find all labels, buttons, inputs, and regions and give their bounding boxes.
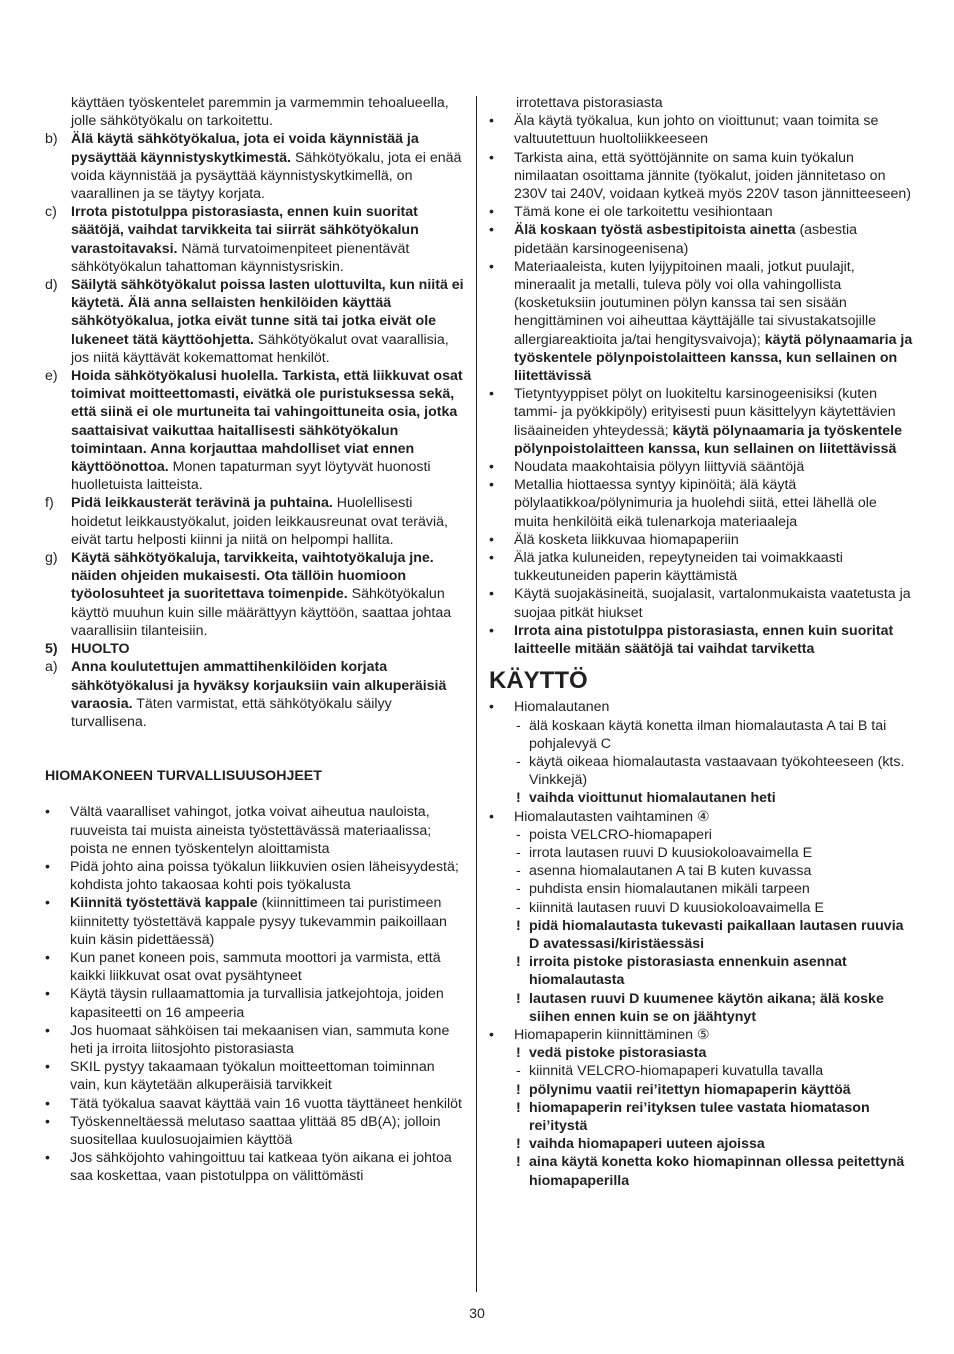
step-text: kiinnitä VELCRO-hiomapaperi kuvatulla tavalla — [529, 1063, 824, 1080]
rule-body — [71, 494, 465, 549]
bullet-item — [45, 949, 465, 985]
bullet-text: Älä kosketa liikkuvaa hiomapaperiin — [514, 531, 739, 548]
usage-topic-label: Hiomalautanen — [514, 699, 610, 716]
bullet-marker: • — [489, 586, 494, 603]
step-line — [489, 826, 913, 844]
service-title: HUOLTO — [71, 641, 130, 658]
rule-text: Sähkötyökalut ovat vaarallisia, jos niitä käyttävät kokemattomat henkilöt. — [71, 331, 449, 366]
bullet-marker: • — [489, 204, 494, 221]
bullet-marker: • — [489, 459, 494, 476]
bullet-item — [45, 1149, 465, 1185]
rule-bold-text: Älä käytä sähkötyökalua, jota ei voida käynnistää ja pysäyttää käynnistyskytkimestä. — [71, 131, 419, 166]
warning-line — [489, 1135, 913, 1153]
bullet-text: Älä jatka kuluneiden, repeytyneiden tai voimakkaasti tukkeutuneiden paperin käyttämistä — [514, 550, 843, 585]
warning-text: vaihda vioittunut hiomalautanen heti — [529, 790, 776, 807]
warning-text: irroita pistoke pistorasiasta ennenkuin asennat hiomalautasta — [529, 954, 847, 989]
safety-rule — [45, 203, 465, 276]
warning-line — [489, 789, 913, 807]
bullet-text: SKIL pystyy takaamaan työkalun moitteettoman toiminnan vain, kun käytetään alkuperäisiä tarvikkeit — [70, 1059, 435, 1094]
bullet-item — [45, 894, 465, 949]
bullet-item — [45, 1095, 465, 1113]
safety-rule — [45, 130, 465, 203]
bullet-item — [45, 1113, 465, 1149]
bullet-body — [514, 221, 913, 257]
bullet-text: Pidä johto aina poissa työkalun liikkuvien osien läheisyydestä; kohdista johto takaosaa kohti pois työkalusta — [70, 858, 459, 894]
bullet-marker: • — [45, 1150, 50, 1167]
bullet-marker: • — [45, 804, 50, 821]
bullet-marker: • — [489, 808, 494, 825]
step-text: kiinnitä lautasen ruuvi D kuusiokoloavaimella E — [529, 899, 824, 916]
step-line — [489, 844, 913, 862]
bullet-item — [45, 1058, 465, 1094]
bullet-text: Materiaaleista, kuten lyijypitoinen maali, jotkut puulajit, mineraalit ja metalli, tuleva pöly voi olla vahingollista (kosketuksiin joutuminen pölyn kanssa tai sen sisään hengittäminen voi aiheuttaa käyttäjälle tai sivustakatsojille allergiareaktioita ja/tai hengitysvaivoja); — [514, 258, 876, 348]
bullet-item — [45, 1022, 465, 1058]
bullet-marker: • — [489, 699, 494, 716]
warning-text: vaihda hiomapaperi uuteen ajoissa — [529, 1136, 765, 1153]
rule-text: Sähkötyökalu, jota ei enää voida käynnistää ja pysäyttää käynnistyskytkimellä, on vaarallinen ja se täytyy korjata. — [71, 149, 462, 203]
warning-marker: ! — [516, 990, 521, 1007]
safety-rules-list — [45, 130, 465, 640]
rule-text: Huolellisesti hoidetut leikkaustyökalut, joiden leikkausreunat ovat teräviä, eivät tartu helposti kiinni ja niitä on helpompi hallita. — [71, 495, 448, 548]
bullet-body — [514, 585, 913, 621]
step-line — [489, 880, 913, 898]
bullet-body — [514, 385, 913, 458]
page-number: 30 — [469, 1306, 485, 1322]
safety-rule — [45, 494, 465, 549]
rule-marker: c) — [45, 204, 57, 221]
dash-marker: - — [516, 826, 521, 843]
bullet-body — [514, 549, 913, 585]
rule-marker: f) — [45, 495, 54, 512]
safety-rule — [45, 549, 465, 640]
bullet-bold-text: käytä pölynaamaria ja työskentele pölynpoistolaitteen kanssa, kun sellainen on liitettävissä — [514, 422, 903, 457]
dash-marker: - — [516, 717, 521, 734]
step-text: poista VELCRO-hiomapaperi — [529, 826, 712, 843]
bullet-body — [514, 622, 913, 658]
bullet-bold-text: käytä pölynaamaria ja työskentele pölynpoistolaitteen kanssa, kun sellainen on liitettävissä — [514, 331, 913, 385]
rule-text: Nämä turvatoimenpiteet pienentävät sähkötyökalun tahattoman käynnistysriskin. — [71, 240, 410, 275]
bullet-item — [489, 458, 913, 476]
step-text: asenna hiomalautanen A tai B kuten kuvassa — [529, 863, 812, 880]
warning-text: aina käytä konetta koko hiomapinnan ollessa peitettynä hiomapaperilla — [529, 1154, 905, 1189]
dash-marker: - — [516, 844, 521, 861]
bullet-body — [70, 949, 465, 985]
rule-marker: e) — [45, 368, 58, 385]
usage-topic — [489, 808, 913, 826]
rule-marker: a) — [45, 659, 58, 676]
bullet-marker: • — [489, 550, 494, 567]
step-line — [489, 899, 913, 917]
bullet-marker: • — [489, 222, 494, 239]
warning-line — [489, 1153, 913, 1189]
bullet-text: Tämä kone ei ole tarkoitettu vesihiontaan — [514, 204, 773, 221]
rule-bold-text: Säilytä sähkötyökalut poissa lasten ulottuvilta, kun niitä ei käytetä. Älä anna sellaisten henkilöiden käyttää sähkötyökalua, jotka eivät tunne sitä tai jotka eivät ole lukeneet tätä käyttöohjetta. — [71, 277, 464, 348]
rule-text: Sähkötyökalun käyttö muuhun kuin sille määrättyyn käyttöön, saattaa johtaa vaarallisiin tilanteisiin. — [71, 586, 452, 639]
bullet-body — [514, 458, 913, 476]
bullet-item — [489, 258, 913, 385]
bullet-marker: • — [45, 1095, 50, 1112]
warning-marker: ! — [516, 1154, 521, 1171]
bullet-item — [489, 221, 913, 257]
warning-text: pidä hiomalautasta tukevasti paikallaan lautasen ruuvia D avatessasi/kiristäessäsi — [529, 917, 904, 952]
rule-body — [71, 130, 465, 203]
usage-topic-label: Hiomalautasten vaihtaminen ④ — [514, 808, 710, 825]
service-number: 5) — [45, 641, 58, 658]
bullet-item — [489, 149, 913, 204]
sander-safety-bullets — [45, 803, 465, 1185]
rule-marker: g) — [45, 550, 58, 567]
right-column — [489, 94, 913, 1190]
warning-line — [489, 1044, 913, 1062]
bullet-body — [70, 1149, 465, 1185]
bullet-marker: • — [45, 949, 50, 966]
rule-marker: b) — [45, 131, 58, 148]
left-column — [45, 94, 465, 1186]
warning-line — [489, 953, 913, 989]
usage-instructions — [489, 698, 913, 1189]
bullet-body — [514, 258, 913, 385]
step-text: puhdista ensin hiomalautanen mikäli tarpeen — [529, 881, 810, 898]
bullet-body — [70, 985, 465, 1021]
step-line — [489, 717, 913, 753]
bullet-marker: • — [489, 113, 494, 130]
bullet-marker: • — [45, 895, 50, 912]
rule-marker: d) — [45, 277, 58, 294]
bullet-body — [70, 1095, 465, 1113]
bullet-text: Jos huomaat sähköisen tai mekaanisen vian, sammuta kone heti ja irroita liitosjohto pistorasiasta — [70, 1022, 450, 1057]
warning-line — [489, 1099, 913, 1135]
step-text: älä koskaan käytä konetta ilman hiomalautasta A tai B tai pohjalevyä C — [529, 717, 887, 752]
rule-text: Monen tapaturman syyt löytyvät huonosti huolletuista laitteista. — [71, 459, 431, 494]
rule-text: Täten varmistat, että sähkötyökalu säilyy turvallisena. — [71, 695, 392, 730]
warning-marker: ! — [516, 1099, 521, 1116]
bullet-bold-text: Kiinnitä työstettävä kappale — [70, 895, 258, 912]
bullet-text: Käytä suojakäsineitä, suojalasit, vartalonmukaista vaatetusta ja suojaa pitkät hiukset — [514, 586, 911, 621]
bullet-marker: • — [45, 858, 50, 875]
usage-heading: KÄYTTÖ — [489, 667, 588, 695]
bullet-text: Tätä työkalua saavat käyttää vain 16 vuotta täyttäneet henkilöt — [70, 1095, 462, 1112]
warning-marker: ! — [516, 790, 521, 807]
bullet-marker: • — [489, 531, 494, 548]
rule-bold-text: Anna koulutettujen ammattihenkilöiden korjata sähkötyökalusi ja hyväksy korjauksiin vain alkuperäisiä varaosia. — [71, 659, 447, 712]
bullet-continuation: irrotettava pistorasiasta — [516, 95, 663, 111]
service-heading — [45, 640, 465, 658]
warning-line — [489, 917, 913, 953]
bullet-text: Metallia hiottaessa syntyy kipinöitä; älä käytä pölylaatikkoa/pölynimuria ja huolehdi siitä, ettei lähellä ole muita henkilöitä eikä tulenarkoja materiaaleja — [514, 477, 877, 530]
bullet-text: Tarkista aina, että syöttöjännite on sama kuin työkalun nimilaatan osoittama jännite (työkalut, joiden jännitetaso on 230V tai 240V, voidaan kytkeä myös 220V tason jännitteeseen) — [514, 149, 911, 203]
rule-bold-text: Hoida sähkötyökalusi huolella. Tarkista, että liikkuvat osat toimivat moitteettomasti, eivätkä ole puristuksessa sekä, että siinä ei ole murtuneita tai vahingoittuneita osia, jotka saattaisivat vaikuttaa haitallisesti sähkötyökalun toimintaan. Anna korjauttaa mahdolliset viat ennen käyttöönottoa. — [71, 368, 463, 476]
bullet-text: Työskenneltäessä melutaso saattaa ylittää 85 dB(A); jolloin suositellaa kuulosuojaimien käyttöä — [70, 1113, 441, 1148]
bullet-body — [70, 1058, 465, 1094]
step-text: irrota lautasen ruuvi D kuusiokoloavaimella E — [529, 844, 813, 861]
bullet-item — [45, 985, 465, 1021]
rule-body — [71, 549, 465, 640]
bullet-item — [45, 858, 465, 894]
bullet-item — [489, 549, 913, 585]
bullet-text: Äla käytä työkalua, kun johto on vioittunut; vaan toimita se valtuutettuun huoltoliikkeeseen — [514, 113, 879, 148]
bullet-body — [70, 803, 465, 858]
warning-text: lautasen ruuvi D kuumenee käytön aikana; älä koske siihen ennen kuin se on jäähtynyt — [529, 990, 884, 1025]
bullet-marker: • — [489, 1026, 494, 1043]
sander-safety-bullets-continued — [489, 112, 913, 658]
bullet-marker: • — [45, 1022, 50, 1039]
bullet-text: (asbestia pidetään karsinogeenisena) — [514, 222, 858, 257]
service-rule — [45, 658, 465, 731]
step-line — [489, 862, 913, 880]
rule-body — [71, 367, 465, 494]
bullet-body — [70, 1113, 465, 1149]
rule-bold-text: Pidä leikkausterät terävinä ja puhtaina. — [71, 495, 333, 512]
bullet-text: Jos sähköjohto vahingoittuu tai katkeaa työn aikana ei johtoa saa koskettaa, vaan pistotulppa on välittömästi — [70, 1150, 452, 1185]
bullet-text: Käytä täysin rullaamattomia ja turvallisia jatkejohtoja, joiden kapasiteetti on 16 ampeeria — [70, 986, 444, 1021]
usage-topic-label: Hiomapaperin kiinnittäminen ⑤ — [514, 1026, 710, 1043]
warning-marker: ! — [516, 917, 521, 934]
dash-marker: - — [516, 863, 521, 880]
bullet-item — [489, 622, 913, 658]
section-title: HIOMAKONEEN TURVALLISUUSOHJEET — [45, 768, 322, 785]
bullet-body — [514, 476, 913, 531]
rule-body — [71, 276, 465, 367]
rule-bold-text: Irrota pistotulppa pistorasiasta, ennen kuin suoritat säätöjä, vaihdat tarvikkeita tai siirrät sähkötyökalun varastoitavaksi. — [71, 204, 419, 257]
bullet-marker: • — [45, 1113, 50, 1130]
rule-body — [71, 203, 465, 276]
bullet-body — [70, 1022, 465, 1058]
bullet-bold-text: Irrota aina pistotulppa pistorasiasta, ennen kuin suoritat laitteelle mitään säätöjä tai vaihdat tarviketta — [514, 622, 894, 658]
usage-topic — [489, 1026, 913, 1044]
safety-rule — [45, 276, 465, 367]
bullet-body — [70, 894, 465, 949]
warning-marker: ! — [516, 1045, 521, 1062]
bullet-item — [489, 531, 913, 549]
warning-text: pölynimu vaatii rei’itettyn hiomapaperin käyttöä — [529, 1081, 851, 1098]
bullet-marker: • — [489, 477, 494, 494]
dash-marker: - — [516, 881, 521, 898]
step-line — [489, 1062, 913, 1080]
bullet-item — [489, 203, 913, 221]
bullet-item — [489, 112, 913, 148]
usage-topic — [489, 698, 913, 716]
bullet-marker: • — [489, 149, 494, 166]
step-line — [489, 753, 913, 789]
safety-rule — [45, 367, 465, 494]
bullet-body — [514, 112, 913, 148]
bullet-marker: • — [489, 258, 494, 275]
bullet-marker: • — [45, 986, 50, 1003]
bullet-body — [514, 203, 913, 221]
warning-text: vedä pistoke pistorasiasta — [529, 1045, 707, 1062]
bullet-text: Vältä vaaralliset vahingot, jotka voivat aiheutua nauloista, ruuveista tai muista aineista työstettävässä materiaalissa; poista ne ennen työskentelyn aloittamista — [70, 804, 432, 857]
bullet-text: (kiinnittimeen tai puristimeen kiinnitetty työstettävä kappale pysyy tukevammin paikoillaan kuin käsin pidettäessä) — [70, 895, 447, 948]
bullet-item — [45, 803, 465, 858]
warning-marker: ! — [516, 1136, 521, 1153]
bullet-item — [489, 385, 913, 458]
intro-continuation: käyttäen työskentelet paremmin ja varmemmin tehoalueella, jolle sähkötyökalu on tarkoitettu. — [71, 95, 449, 130]
warning-text: hiomapaperin rei’ityksen tulee vastata hiomatason rei’itystä — [529, 1099, 870, 1134]
warning-marker: ! — [516, 1081, 521, 1098]
bullet-marker: • — [45, 1059, 50, 1076]
bullet-text: Tietyntyyppiset pölyt on luokiteltu karsinogeenisiksi (kuten tammi- ja pyökkipöly) erityisesti puun käsittelyyn käytettävien lisäaineiden yhteydessä; — [514, 386, 896, 439]
column-divider — [476, 96, 477, 1292]
bullet-body — [70, 858, 465, 894]
warning-line — [489, 990, 913, 1026]
bullet-body — [514, 149, 913, 204]
bullet-body — [514, 531, 913, 549]
bullet-item — [489, 585, 913, 621]
bullet-text: Kun panet koneen pois, sammuta moottori ja varmista, että kaikki liikkuvat osat ovat pysähtyneet — [70, 949, 441, 985]
dash-marker: - — [516, 899, 521, 916]
bullet-bold-text: Älä koskaan työstä asbestipitoista ainetta — [514, 222, 796, 239]
bullet-item — [489, 476, 913, 531]
bullet-text: Noudata maakohtaisia pölyyn liittyviä sääntöjä — [514, 459, 805, 476]
bullet-marker: • — [489, 622, 494, 639]
warning-marker: ! — [516, 954, 521, 971]
rule-bold-text: Käytä sähkötyökaluja, tarvikkeita, vaihtotyökaluja jne. näiden ohjeiden mukaisesti. Ota tällöin huomioon työolosuhteet ja suoritettava toimenpide. — [71, 550, 434, 603]
bullet-marker: • — [489, 386, 494, 403]
dash-marker: - — [516, 1063, 521, 1080]
warning-line — [489, 1081, 913, 1099]
dash-marker: - — [516, 753, 521, 770]
step-text: käytä oikeaa hiomalautasta vastaavaan työkohteeseen (kts. Vinkkejä) — [529, 753, 905, 789]
